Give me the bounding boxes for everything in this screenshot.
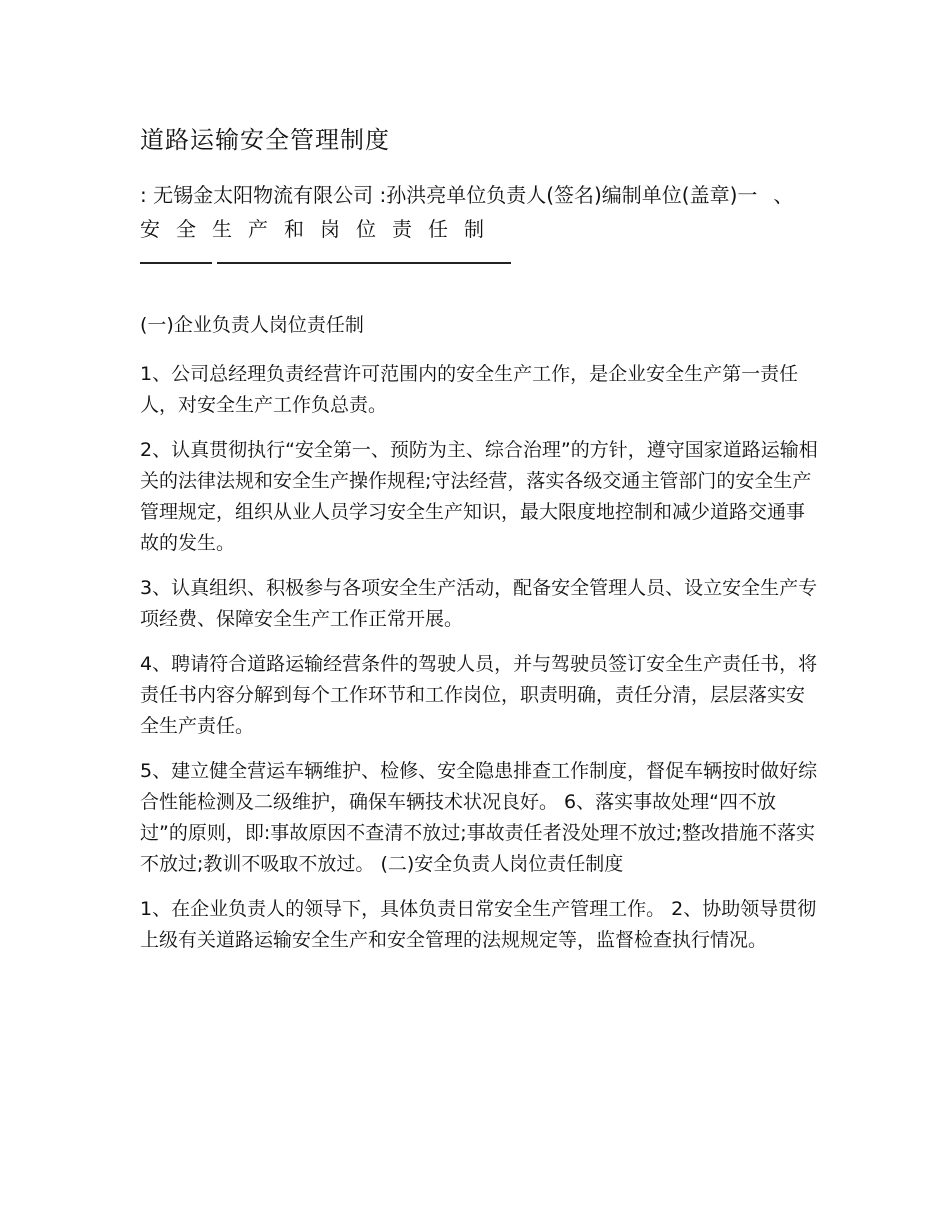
document-header (140, 178, 820, 246)
paragraph: 2、认真贯彻执行“安全第一、预防为主、综合治理”的方针，遵守国家道路运输相关的法律法规和安全生产操作规程;守法经营，落实各级交通主管部门的安全生产管理规定，组织从业人员学习安全生产知识，最大限度地控制和减少道路交通事故的发生。 (140, 439, 818, 554)
rule-gap (212, 262, 217, 264)
chapter-heading: 一、安全生产和岗位责任制 (140, 183, 810, 241)
company-signature-line: : 无锡金太阳物流有限公司 :孙洪亮单位负责人(签名)编制单位(盖章) (140, 183, 738, 207)
paragraph: 3、认真组织、积极参与各项安全生产活动，配备安全管理人员、设立安全生产专项经费、保障安全生产工作正常开展。 (140, 577, 818, 630)
paragraph: 1、在企业负责人的领导下，具体负责日常安全生产管理工作。 2、协助领导贯彻上级有关道路运输安全生产和安全管理的法规规定等，监督检查执行情况。 (140, 898, 817, 951)
document-body (140, 310, 820, 970)
page-title: 道路运输安全管理制度 (140, 126, 390, 154)
section-heading: (一)企业负责人岗位责任制 (140, 314, 364, 336)
paragraph: 4、聘请符合道路运输经营条件的驾驶人员，并与驾驶员签订安全生产责任书，将责任书内容分解到每个工作环节和工作岗位，职责明确，责任分清，层层落实安全生产责任。 (140, 653, 818, 737)
paragraph: 1、公司总经理负责经营许可范围内的安全生产工作，是企业安全生产第一责任人，对安全生产工作负总责。 (140, 363, 799, 416)
paragraph: 5、建立健全营运车辆维护、检修、安全隐患排查工作制度，督促车辆按时做好综合性能检测及二级维护，确保车辆技术状况良好。 6、落实事故处理“四不放过”的原则，即:事故原因不查清不放过;事故责任者没处理不放过;整改措施不落实不放过;教训不吸取不放过。 (二)安全负责人岗位责任制度 (140, 760, 818, 875)
header-rule (140, 262, 511, 264)
